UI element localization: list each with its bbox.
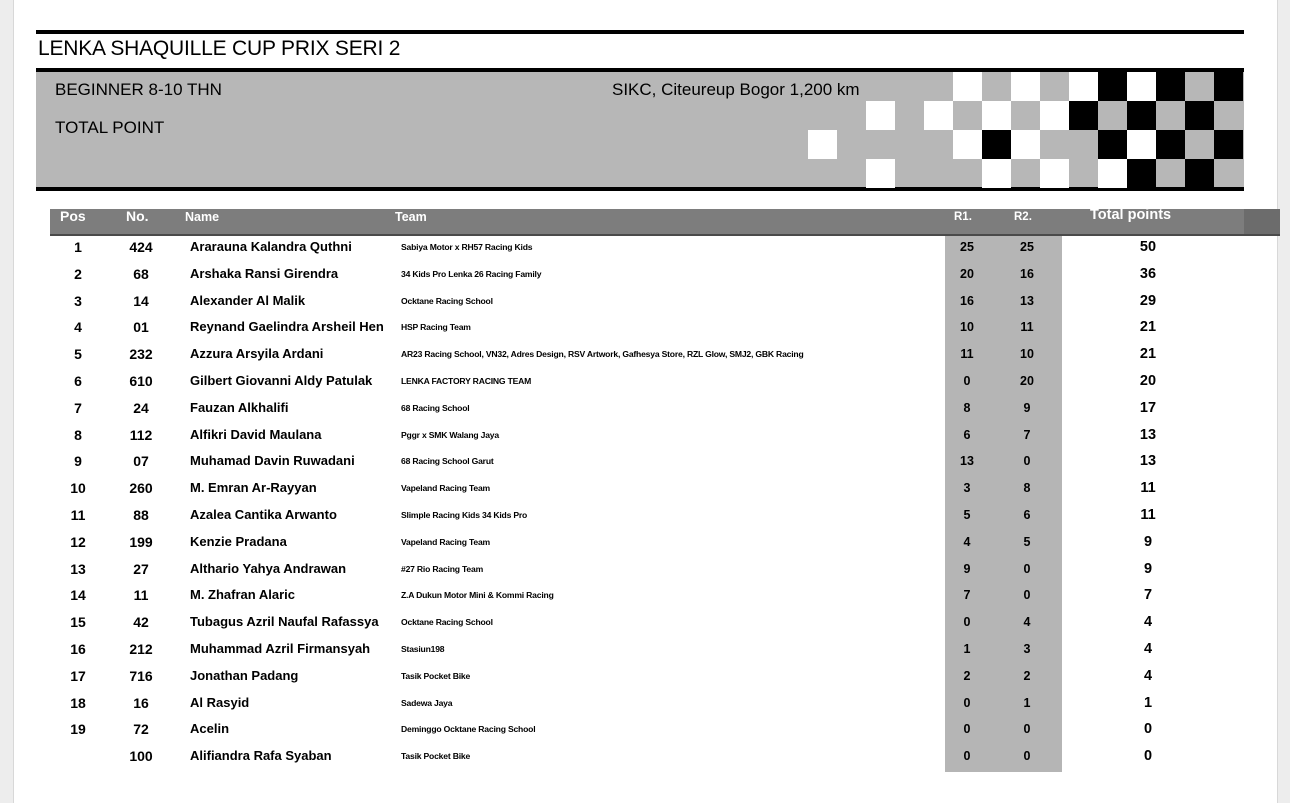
- checker-square-white: [953, 72, 982, 101]
- cell-pos: 15: [70, 614, 86, 631]
- checker-square-white: [982, 101, 1011, 130]
- cell-team: Deminggo Ocktane Racing School: [401, 724, 536, 735]
- header-name: Name: [185, 210, 220, 224]
- cell-r1: 16: [960, 293, 974, 308]
- checker-square-white: [1040, 101, 1069, 130]
- cell-no: 232: [129, 346, 153, 363]
- cell-total: 4: [1143, 614, 1153, 631]
- checker-square-black: [1185, 101, 1214, 130]
- cell-r2: 1: [1023, 695, 1031, 710]
- cell-name: Al Rasyid: [190, 694, 250, 710]
- cell-name: Azzura Arsyila Ardani: [190, 346, 324, 362]
- checker-square-white: [808, 130, 837, 159]
- cell-pos: 3: [74, 292, 82, 309]
- cell-team: Pggr x SMK Walang Jaya: [401, 429, 499, 440]
- table-row: [50, 371, 1250, 398]
- cell-name: Althario Yahya Andrawan: [190, 560, 347, 576]
- cell-name: Jonathan Padang: [190, 667, 299, 683]
- checker-square-black: [1185, 159, 1214, 188]
- cell-r1: 13: [960, 454, 974, 469]
- table-row: [50, 505, 1250, 532]
- cell-pos: 1: [74, 239, 82, 255]
- cell-team: Vapeland Racing Team: [401, 536, 490, 547]
- table-row: [50, 746, 1250, 773]
- cell-team: Sadewa Jaya: [401, 697, 453, 708]
- page-margin-right: [1278, 0, 1290, 803]
- cell-pos: 14: [70, 587, 86, 604]
- header-no: No.: [126, 208, 149, 224]
- cell-r1: 2: [963, 668, 971, 683]
- cell-r2: 0: [1023, 722, 1031, 737]
- table-row: [50, 451, 1250, 478]
- cell-name: Fauzan Alkhalifi: [190, 399, 289, 415]
- cell-no: 01: [133, 319, 149, 336]
- cell-pos: 19: [70, 721, 86, 738]
- header-team: Team: [395, 210, 427, 224]
- cell-r1: 25: [960, 240, 974, 254]
- cell-no: 100: [129, 748, 153, 765]
- cell-team: Slimple Racing Kids 34 Kids Pro: [401, 510, 528, 520]
- table-row: [50, 237, 1250, 264]
- checkered-flag-graphic: [808, 72, 1244, 187]
- header-r2: R2.: [1014, 211, 1032, 223]
- checker-square-white: [953, 130, 982, 159]
- cell-r1: 0: [963, 749, 971, 764]
- cell-team: AR23 Racing School, VN32, Adres Design, RSV Artwork, Gafhesya Store, RZL Glow, SMJ2, GBK Racing: [401, 349, 804, 360]
- page-edge-right: [1277, 0, 1278, 803]
- checker-square-white: [866, 101, 895, 130]
- cell-pos: 17: [70, 667, 86, 684]
- cell-total: 0: [1143, 721, 1153, 738]
- cell-no: 24: [133, 399, 149, 416]
- cell-r2: 4: [1023, 615, 1031, 630]
- cell-total: 29: [1139, 292, 1157, 309]
- page-edge-left: [13, 0, 14, 803]
- header-r1: R1.: [954, 211, 972, 223]
- cell-no: 68: [133, 265, 149, 282]
- cell-r2: 5: [1023, 534, 1031, 549]
- cell-name: Reynand Gaelindra Arsheil Hen: [190, 319, 384, 335]
- checker-square-white: [1011, 72, 1040, 101]
- table-row: [50, 264, 1250, 291]
- cell-pos: 7: [74, 399, 82, 416]
- checker-square-black: [1127, 159, 1156, 188]
- cell-no: 72: [133, 721, 149, 738]
- cell-total: 20: [1139, 373, 1157, 389]
- cell-pos: 11: [70, 507, 86, 523]
- cell-r2: 0: [1023, 561, 1031, 576]
- cell-name: Acelin: [190, 721, 230, 737]
- cell-name: Gilbert Giovanni Aldy Patulak: [190, 373, 373, 388]
- cell-r1: 1: [963, 642, 971, 656]
- cell-pos: 4: [74, 319, 82, 336]
- checker-square-white: [1098, 159, 1127, 188]
- checker-square-black: [1156, 72, 1185, 101]
- table-row: [50, 291, 1250, 318]
- cell-pos: 10: [70, 480, 86, 497]
- cell-pos: 6: [74, 373, 82, 389]
- checker-square-white: [1069, 72, 1098, 101]
- cell-r1: 6: [963, 427, 971, 442]
- category-label: BEGINNER 8-10 THN: [55, 80, 222, 99]
- cell-total: 21: [1139, 346, 1157, 363]
- top-rule: [36, 30, 1244, 34]
- cell-r2: 20: [1020, 374, 1034, 388]
- cell-r2: 10: [1020, 347, 1034, 362]
- cell-team: Sabiya Motor x RH57 Racing Kids: [401, 242, 533, 252]
- cell-r2: 16: [1020, 266, 1034, 281]
- cell-r2: 2: [1023, 668, 1031, 683]
- checker-square-black: [1098, 72, 1127, 101]
- checker-square-white: [1127, 130, 1156, 159]
- checker-square-white: [866, 159, 895, 188]
- checker-square-black: [982, 130, 1011, 159]
- table-row: [50, 344, 1250, 371]
- cell-no: 260: [129, 480, 153, 497]
- cell-total: 9: [1143, 533, 1153, 550]
- cell-name: Alfikri David Maulana: [190, 426, 322, 442]
- checker-square-black: [1214, 72, 1243, 101]
- cell-no: 42: [133, 614, 149, 631]
- cell-total: 11: [1140, 507, 1156, 523]
- cell-r1: 0: [963, 374, 971, 388]
- table-row: [50, 612, 1250, 639]
- cell-name: Arshaka Ransi Girendra: [190, 265, 339, 281]
- cell-r1: 20: [960, 266, 974, 281]
- cell-r2: 3: [1023, 642, 1031, 656]
- cell-name: Azalea Cantika Arwanto: [190, 507, 337, 522]
- checker-square-black: [1069, 101, 1098, 130]
- cell-team: Tasik Pocket Bike: [401, 751, 471, 762]
- cell-no: 14: [133, 292, 149, 309]
- cell-r2: 0: [1023, 454, 1031, 469]
- cell-no: 199: [129, 533, 153, 550]
- checker-square-black: [1156, 130, 1185, 159]
- cell-no: 88: [133, 507, 149, 523]
- venue-label: SIKC, Citeureup Bogor 1,200 km: [612, 80, 860, 99]
- cell-name: Alifiandra Rafa Syaban: [190, 748, 332, 764]
- table-row: [50, 317, 1250, 344]
- cell-no: 16: [133, 694, 149, 711]
- table-row: [50, 559, 1250, 586]
- cell-team: Z.A Dukun Motor Mini & Kommi Racing: [401, 590, 554, 601]
- cell-total: 9: [1143, 560, 1153, 577]
- cell-r1: 0: [963, 722, 971, 737]
- cell-team: Ocktane Racing School: [401, 617, 493, 628]
- cell-name: Muhammad Azril Firmansyah: [190, 641, 371, 656]
- cell-total: 0: [1143, 748, 1153, 765]
- cell-pos: 8: [74, 426, 82, 443]
- cell-r2: 25: [1020, 240, 1034, 254]
- table-header-end: [1244, 209, 1280, 234]
- cell-total: 4: [1143, 641, 1153, 657]
- subtitle-label: TOTAL POINT: [55, 118, 165, 137]
- cell-team: 68 Racing School: [401, 402, 470, 413]
- cell-no: 424: [129, 239, 153, 255]
- table-row: [50, 532, 1250, 559]
- cell-r2: 7: [1023, 427, 1031, 442]
- cell-r1: 3: [963, 481, 971, 496]
- cell-r2: 6: [1023, 508, 1031, 522]
- cell-team: Tasik Pocket Bike: [401, 670, 471, 681]
- checker-square-black: [1127, 101, 1156, 130]
- cell-pos: 9: [74, 453, 82, 470]
- cell-name: Alexander Al Malik: [190, 292, 306, 308]
- header-pos: Pos: [60, 208, 86, 224]
- cell-r1: 11: [960, 347, 974, 362]
- checker-square-white: [924, 101, 953, 130]
- cell-total: 13: [1139, 426, 1157, 443]
- cell-team: Vapeland Racing Team: [401, 483, 490, 494]
- cell-team: HSP Racing Team: [401, 322, 471, 333]
- table-row: [50, 666, 1250, 693]
- cell-total: 36: [1139, 265, 1157, 282]
- cell-r1: 7: [963, 588, 971, 603]
- checker-square-black: [1098, 130, 1127, 159]
- cell-team: Ocktane Racing School: [401, 295, 493, 306]
- cell-total: 50: [1139, 239, 1157, 255]
- cell-team: 68 Racing School Garut: [401, 456, 494, 467]
- header-total: Total points: [1090, 207, 1172, 223]
- table-row: [50, 425, 1250, 452]
- cell-pos: 13: [70, 560, 86, 577]
- cell-r1: 0: [963, 695, 971, 710]
- cell-r2: 0: [1023, 588, 1031, 603]
- table-row: [50, 693, 1250, 720]
- cell-team: #27 Rio Racing Team: [401, 563, 484, 574]
- cell-r1: 4: [963, 534, 971, 549]
- cell-total: 21: [1139, 319, 1157, 336]
- table-row: [50, 478, 1250, 505]
- cell-pos: 2: [74, 265, 82, 282]
- cell-r1: 5: [963, 508, 971, 522]
- cell-pos: [50, 746, 106, 773]
- cell-r1: 8: [963, 400, 971, 415]
- cell-team: LENKA FACTORY RACING TEAM: [401, 376, 532, 386]
- checker-square-white: [1127, 72, 1156, 101]
- cell-r2: 13: [1020, 293, 1034, 308]
- cell-r2: 0: [1023, 749, 1031, 764]
- cell-no: 212: [129, 641, 153, 657]
- checker-square-white: [1040, 159, 1069, 188]
- cell-r2: 9: [1023, 400, 1031, 415]
- checker-square-white: [1011, 130, 1040, 159]
- cell-r1: 9: [963, 561, 971, 576]
- cell-name: Muhamad Davin Ruwadani: [190, 453, 355, 469]
- cell-total: 11: [1140, 480, 1156, 497]
- table-row: [50, 639, 1250, 666]
- cell-r2: 11: [1020, 320, 1034, 335]
- table-row: [50, 585, 1250, 612]
- cell-no: 716: [129, 667, 153, 684]
- cell-total: 1: [1143, 694, 1153, 711]
- page-margin-left: [0, 0, 13, 803]
- cell-pos: 16: [70, 641, 86, 657]
- cell-r1: 10: [960, 320, 974, 335]
- cell-team: 34 Kids Pro Lenka 26 Racing Family: [401, 268, 542, 279]
- cell-pos: 18: [70, 694, 86, 711]
- cell-name: Ararauna Kalandra Quthni: [190, 239, 352, 254]
- document-title: LENKA SHAQUILLE CUP PRIX SERI 2: [38, 37, 401, 60]
- checker-square-white: [982, 159, 1011, 188]
- cell-team: Stasiun198: [401, 644, 445, 654]
- cell-pos: 12: [70, 533, 86, 550]
- cell-total: 17: [1139, 399, 1157, 416]
- cell-name: Kenzie Pradana: [190, 533, 287, 549]
- cell-total: 4: [1143, 667, 1153, 684]
- cell-no: 27: [133, 560, 149, 577]
- cell-no: 112: [129, 426, 153, 443]
- cell-name: M. Zhafran Alaric: [190, 587, 295, 603]
- cell-total: 13: [1139, 453, 1157, 470]
- cell-name: Tubagus Azril Naufal Rafassya: [190, 614, 379, 630]
- cell-no: 610: [129, 373, 153, 389]
- cell-r1: 0: [963, 615, 971, 630]
- cell-total: 7: [1143, 587, 1153, 604]
- cell-r2: 8: [1023, 481, 1031, 496]
- cell-pos: 5: [74, 346, 82, 363]
- cell-name: M. Emran Ar-Rayyan: [190, 480, 317, 496]
- table-header-rule: [50, 234, 1280, 236]
- cell-no: 11: [133, 587, 149, 604]
- table-row: [50, 398, 1250, 425]
- cell-no: 07: [133, 453, 149, 470]
- checker-square-black: [1214, 130, 1243, 159]
- table-row: [50, 719, 1250, 746]
